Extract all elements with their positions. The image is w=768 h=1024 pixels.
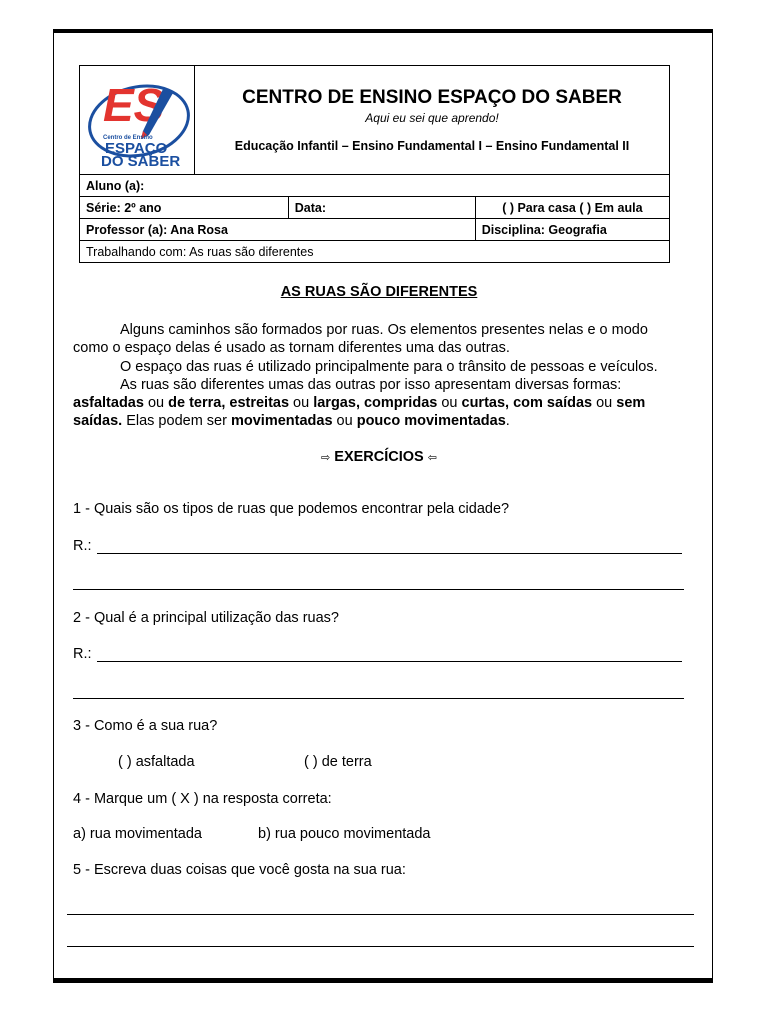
school-name: CENTRO DE ENSINO ESPAÇO DO SABER [242,87,622,108]
disciplina-field: Disciplina: Geografia [475,219,669,241]
answer-line-5a[interactable] [67,898,694,915]
option-asfaltada[interactable]: ( ) asfaltada [118,754,195,770]
option-rua-pouco-movimentada[interactable]: b) rua pouco movimentada [258,826,431,842]
data-field[interactable]: Data: [288,197,475,219]
question-3: 3 - Como é a sua rua? [73,718,218,734]
answer-line-5b[interactable] [67,930,694,947]
question-5: 5 - Escreva duas coisas que você gosta na sua rua: [73,862,406,878]
svg-text:Centro de Ensino: Centro de Ensino [103,134,153,141]
answer-line-1b[interactable] [73,573,684,590]
professor-field: Professor (a): Ana Rosa [80,219,476,241]
svg-text:DO SABER: DO SABER [101,152,181,169]
aluno-field[interactable]: Aluno (a): [80,175,670,197]
logo-cell [80,66,195,175]
answer-line-2a[interactable] [97,645,682,662]
school-motto: Aqui eu sei que aprendo! [365,111,499,125]
content [73,283,685,468]
answer-label-2: R.: [73,646,92,662]
arrow-right-icon: ⇨ [321,452,331,465]
option-de-terra[interactable]: ( ) de terra [304,754,372,770]
paragraph-3: As ruas são diferentes umas das outras por isso apresentam diversas formas: asfaltadas ou de terra, estreitas ou largas, compridas ou curtas, com saídas ou sem saídas. Elas podem ser movimentadas ou pouco movimentadas. [73,376,646,430]
question-2: 2 - Qual é a principal utilização das ruas? [73,610,339,626]
answer-label-1: R.: [73,538,92,554]
serie-field: Série: 2º ano [80,197,289,219]
option-rua-movimentada[interactable]: a) rua movimentada [73,826,202,842]
svg-text:ES: ES [103,78,165,131]
header-table [79,65,670,263]
answer-line-2b[interactable] [73,682,684,699]
svg-text:ESPAÇO: ESPAÇO [105,139,168,157]
answer-line-1a[interactable] [97,537,682,554]
school-title-cell [195,66,670,175]
education-levels: Educação Infantil – Ensino Fundamental I – Ensino Fundamental II [234,139,630,153]
exercises-title: ⇨ EXERCÍCIOS ⇦ [321,449,437,466]
modalidade-field[interactable]: ( ) Para casa ( ) Em aula [475,197,669,219]
school-logo [81,69,193,169]
document-title: AS RUAS SÃO DIFERENTES [280,284,478,300]
question-4: 4 - Marque um ( X ) na resposta correta: [73,791,332,807]
text-body [73,321,685,430]
arrow-left-icon: ⇦ [427,452,437,465]
topic-field: Trabalhando com: As ruas são diferentes [80,241,670,263]
paragraph-2: O espaço das ruas é utilizado principalmente para o trânsito de pessoas e veículos. [120,358,658,375]
question-1: 1 - Quais são os tipos de ruas que podemos encontrar pela cidade? [73,501,510,517]
paragraph-1: Alguns caminhos são formados por ruas. Os elementos presentes nelas e o modo como o espaço delas é usado as tornam diferentes uma das outras. [73,322,648,357]
